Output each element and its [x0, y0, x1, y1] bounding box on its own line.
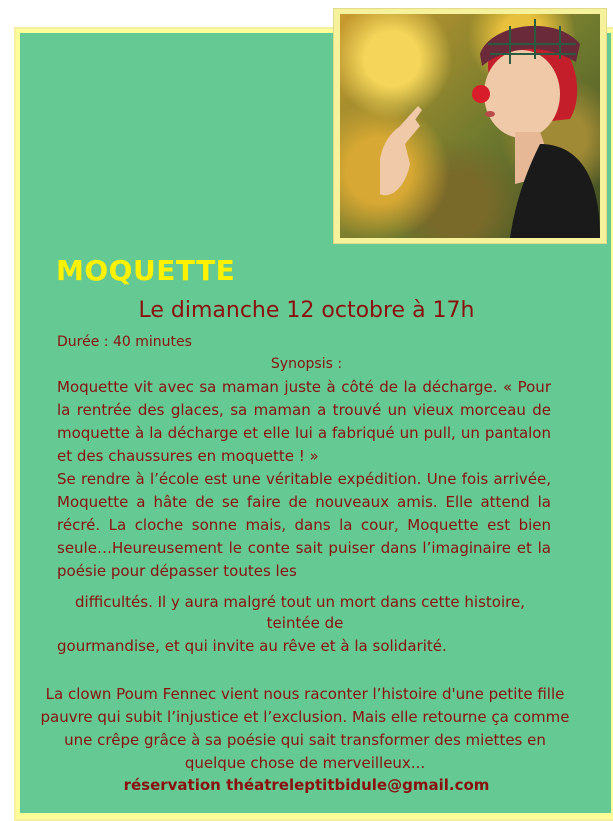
synopsis-paragraph-2: Se rendre à l’école est une véritable expédition. Une fois arrivée, Moquette a hâte de se faire de nouveaux amis. Elle attend la récré. La cloche sonne mais, dans la cour, Moquette est bien seule…Heureusement le conte sait puiser dans l’imaginaire et la poésie pour dépasser toutes les — [57, 470, 551, 580]
synopsis-line-gourmandise: gourmandise, et qui invite au rêve et à la solidarité. — [57, 637, 447, 655]
show-date: Le dimanche 12 octobre à 17h — [138, 298, 475, 323]
synopsis-paragraph-1: Moquette vit avec sa maman juste à côté de la décharge. « Pour la rentrée des glaces, sa maman a trouvé un vieux morceau de moquette à la décharge et elle lui a fabriqué un pull, un pantalon et des chaussures en moquette ! » — [57, 378, 551, 465]
show-title: MOQUETTE — [56, 254, 236, 287]
clown-photo — [340, 14, 600, 238]
synopsis-line-difficultes: difficultés. Il y aura malgré tout un mort dans cette histoire, — [75, 593, 525, 611]
photo-frame — [333, 8, 607, 244]
description-paragraph: La clown Poum Fennec vient nous raconter l’histoire d'une petite fille pauvre qui subit l’injustice et l’exclusion. Mais elle retourne ça comme une crêpe grâce à sa poésie qui sait transformer des miettes en quelque chose de merveilleux... — [40, 685, 570, 772]
clown-illustration — [340, 14, 600, 238]
show-duration: Durée : 40 minutes — [57, 334, 192, 350]
reservation-contact[interactable]: réservation théatreleptitbidule@gmail.com — [123, 776, 490, 794]
synopsis-line-teintee: teintée de — [266, 614, 344, 632]
synopsis-heading: Synopsis : — [270, 356, 343, 372]
